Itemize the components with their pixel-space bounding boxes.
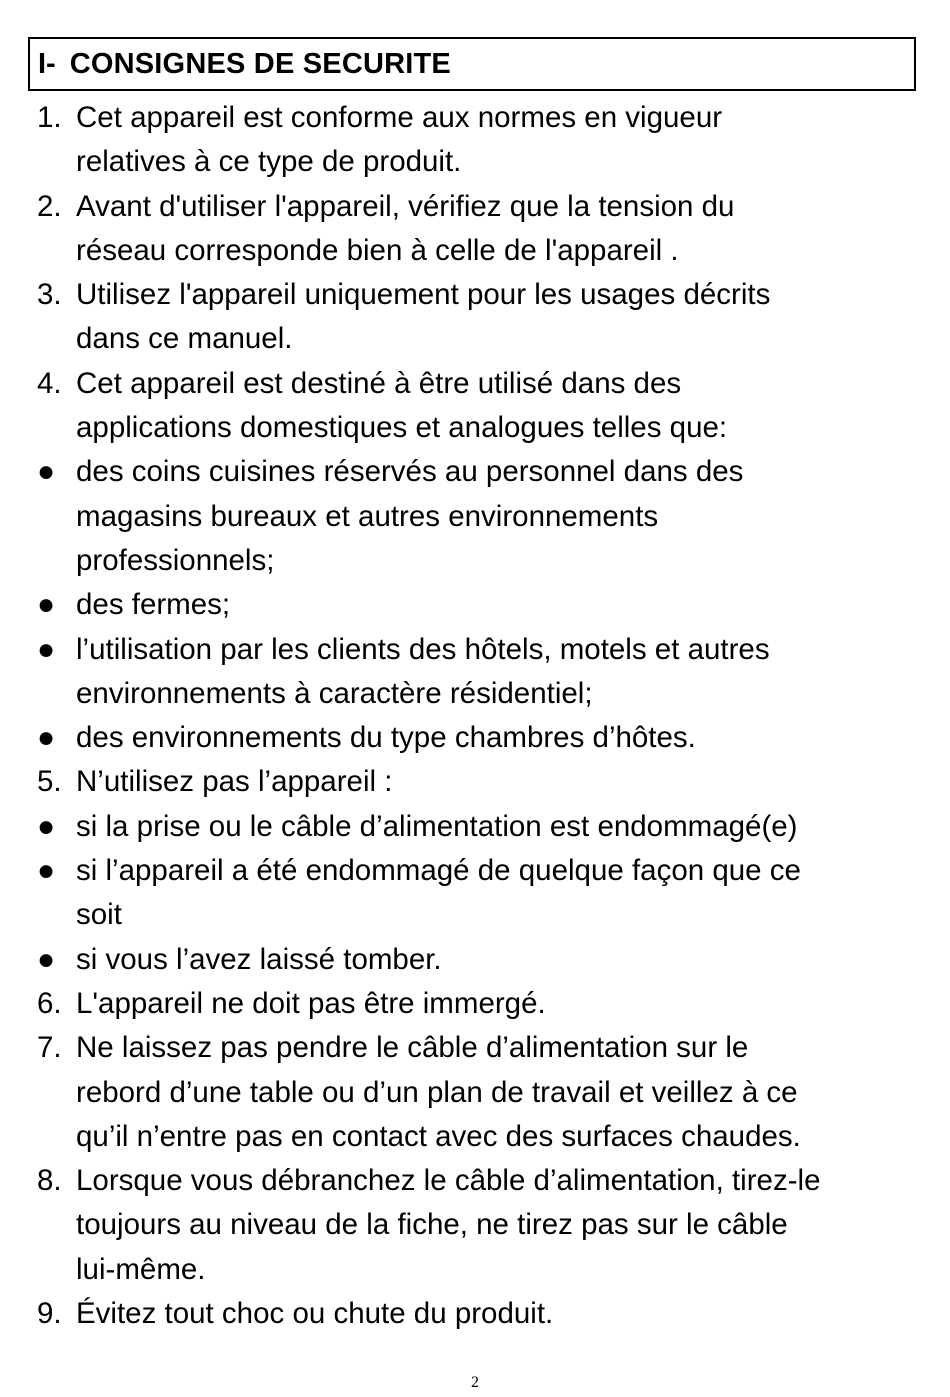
item-text: Évitez tout choc ou chute du produit. [76, 1297, 554, 1331]
item-text: Utilisez l'appareil uniquement pour les usages décrits dans ce manuel. [76, 278, 771, 356]
item-number: 2. [37, 189, 62, 223]
numbered-item [37, 273, 917, 362]
item-number: 7. [37, 1031, 62, 1065]
item-number: 8. [37, 1164, 62, 1198]
bullet-item [37, 849, 917, 938]
bullet-icon: ● [37, 632, 56, 666]
bullet-item [37, 716, 917, 760]
item-text: des environnements du type chambres d’hôtes. [76, 721, 696, 755]
item-number: 5. [37, 765, 62, 799]
item-number: 4. [37, 366, 62, 400]
section-title: CONSIGNES DE SECURITE [69, 47, 451, 80]
bullet-icon: ● [37, 588, 56, 622]
item-text: N’utilisez pas l’appareil : [76, 765, 393, 799]
item-text: l’utilisation par les clients des hôtels, motels et autres environnements à caractère résidentiel; [76, 632, 770, 710]
safety-instructions-list [37, 96, 917, 1336]
item-text: si la prise ou le câble d’alimentation est endommagé(e) [76, 809, 798, 843]
bullet-icon: ● [37, 942, 56, 976]
item-number: 6. [37, 986, 62, 1020]
numbered-item [37, 982, 917, 1026]
numbered-item [37, 760, 917, 804]
item-text: Cet appareil est destiné à être utilisé dans des applications domestiques et analogues telles que: [76, 366, 728, 445]
item-text: Ne laissez pas pendre le câble d’alimentation sur le rebord d’une table ou d’un plan de travail et veillez à ce qu’il n’entre pas en contact avec des surfaces chaudes. [76, 1031, 801, 1153]
item-text: Cet appareil est conforme aux normes en vigueur relatives à ce type de produit. [76, 101, 723, 179]
item-text: des fermes; [76, 588, 231, 622]
item-text: des coins cuisines réservés au personnel dans des magasins bureaux et autres environnements professionnels; [76, 455, 744, 577]
bullet-item [37, 450, 917, 583]
bullet-icon: ● [37, 854, 56, 888]
item-number: 1. [37, 101, 62, 134]
numbered-item [37, 185, 917, 274]
numbered-item [37, 1026, 917, 1159]
section-number: I- [38, 47, 56, 80]
numbered-item [37, 1159, 917, 1292]
bullet-item [37, 805, 917, 849]
bullet-item [37, 583, 917, 627]
numbered-item [37, 1292, 917, 1336]
numbered-item [37, 96, 917, 185]
item-number: 3. [37, 278, 62, 312]
bullet-item [37, 628, 917, 717]
item-text: Lorsque vous débranchez le câble d’alimentation, tirez-le toujours au niveau de la fiche, ne tirez pas sur le câble lui-même. [76, 1164, 821, 1286]
item-number: 9. [37, 1297, 62, 1331]
bullet-item [37, 938, 917, 982]
bullet-icon: ● [37, 809, 56, 843]
bullet-icon: ● [37, 455, 56, 489]
bullet-icon: ● [37, 721, 56, 755]
page-number: 2 [471, 1374, 479, 1391]
item-text: Avant d'utiliser l'appareil, vérifiez que la tension du réseau corresponde bien à celle de l'appareil . [76, 189, 735, 267]
section-header [28, 37, 916, 91]
item-text: si vous l’avez laissé tomber. [76, 942, 442, 976]
item-text: L'appareil ne doit pas être immergé. [76, 986, 546, 1020]
item-text: si l’appareil a été endommagé de quelque façon que ce soit [76, 854, 801, 932]
numbered-item [37, 362, 917, 451]
